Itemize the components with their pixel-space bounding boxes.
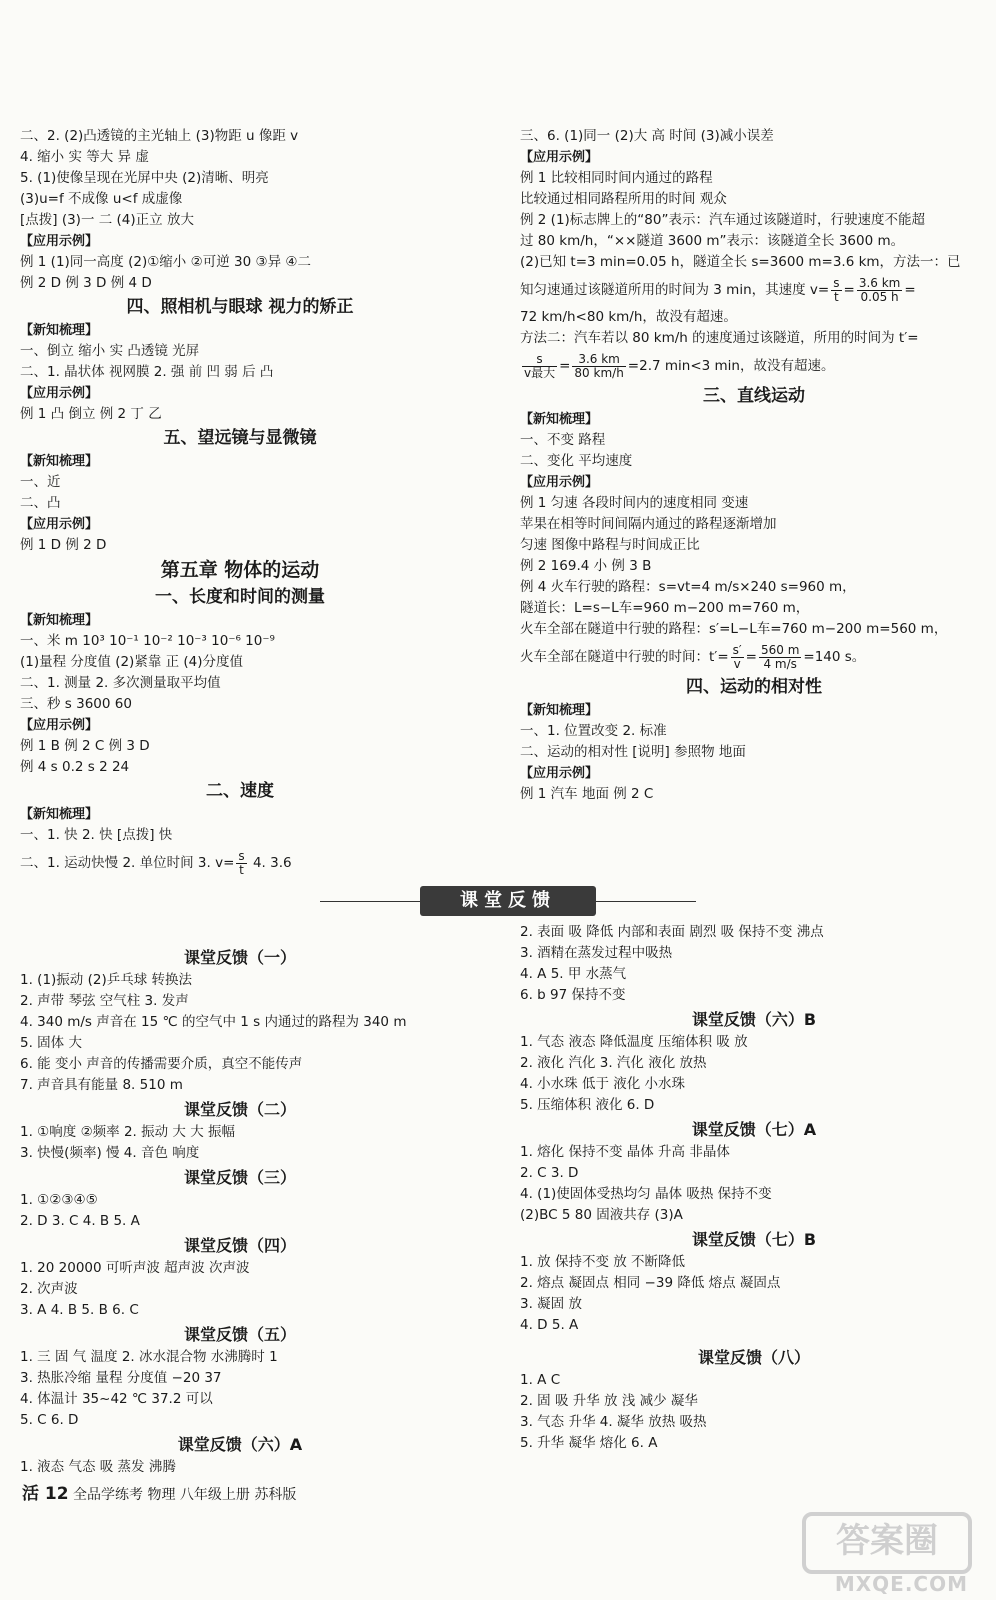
text-line: 4. 340 m/s 声音在 15 ℃ 的空气中 1 s 内通过的路程为 340 m — [20, 1014, 407, 1030]
text-line: 1. 放 保持不变 放 不断降低 — [520, 1254, 686, 1270]
text-line: 1. 熔化 保持不变 晶体 升高 非晶体 — [520, 1144, 730, 1160]
text-line: 二、变化 平均速度 — [520, 453, 633, 469]
feedback-heading: 课堂反馈（七）B — [691, 1230, 817, 1249]
text-line: 3. 快慢(频率) 慢 4. 音色 响度 — [20, 1145, 200, 1161]
formula-line — [520, 640, 988, 674]
text-line: 4. A 5. 甲 水蒸气 — [520, 966, 627, 982]
text-line: 2. C 3. D — [520, 1165, 579, 1181]
text-line: 2. 液化 汽化 3. 汽化 液化 放热 — [520, 1055, 707, 1071]
text-line: 匀速 图像中路程与时间成正比 — [520, 537, 700, 553]
text-line: 1. 20 20000 可听声波 超声波 次声波 — [20, 1260, 250, 1276]
fraction — [759, 644, 801, 671]
denominator: v — [733, 656, 741, 671]
section-heading: 一、长度和时间的测量 — [155, 587, 325, 607]
numerator: s — [522, 353, 557, 367]
watermark-logo: 答案圈 — [802, 1512, 972, 1574]
text-line: 4. 体温计 35~42 ℃ 37.2 可以 — [20, 1391, 213, 1407]
fraction — [572, 353, 625, 380]
text-line: 一、近 — [20, 474, 61, 490]
section-tag: 【应用示例】 — [20, 718, 99, 733]
numerator: 3.6 km — [858, 275, 901, 290]
section-heading: 四、照相机与眼球 视力的矫正 — [126, 297, 354, 317]
text-line: 1. 液态 气态 吸 蒸发 沸腾 — [20, 1459, 176, 1475]
text-line: 1. 气态 液态 降低温度 压缩体积 吸 放 — [520, 1034, 748, 1050]
text-line: 一、1. 位置改变 2. 标准 — [520, 723, 667, 739]
text-line: 三、6. (1)同一 (2)大 高 时间 (3)减小误差 — [520, 128, 774, 144]
text-line: 5. 压缩体积 液化 6. D — [520, 1097, 655, 1113]
text-segment: 知匀速通过该隧道所用的时间为 3 min，其速度 v= — [520, 282, 830, 298]
feedback-heading: 课堂反馈（三） — [183, 1168, 296, 1187]
text-line: 例 1 D 例 2 D — [20, 537, 107, 553]
formula-line — [520, 349, 988, 383]
text-line: [点拨] (3)一 二 (4)正立 放大 — [20, 212, 194, 228]
section-tag: 【新知梳理】 — [20, 807, 99, 822]
text-line: 1. (1)振动 (2)乒乓球 转换法 — [20, 972, 192, 988]
text-line: 一、不变 路程 — [520, 432, 606, 448]
text-line: 例 1 凸 倒立 例 2 丁 乙 — [20, 406, 162, 422]
text-segment: =140 s。 — [803, 649, 866, 665]
text-line: 方法二：汽车若以 80 km/h 的速度通过该隧道，所用的时间为 t′= — [520, 330, 919, 346]
text-line: 7. 声音具有能量 8. 510 m — [20, 1077, 183, 1093]
fraction — [522, 353, 557, 380]
feedback-heading: 课堂反馈（四） — [183, 1236, 296, 1255]
section-tag: 【新知梳理】 — [20, 454, 99, 469]
text-line: 2. 次声波 — [20, 1281, 78, 1297]
text-line: 二、2. (2)凸透镜的主光轴上 (3)物距 u 像距 v — [20, 128, 299, 144]
text-line: 3. 热胀冷缩 量程 分度值 −20 37 — [20, 1370, 222, 1386]
text-line: 4. 缩小 实 等大 异 虚 — [20, 149, 149, 165]
left-column — [20, 126, 460, 880]
section-tag: 【新知梳理】 — [20, 613, 99, 628]
text-line: (2)已知 t=3 min=0.05 h，隧道全长 s=3600 m=3.6 km，方法一：已 — [520, 254, 961, 270]
fraction — [857, 277, 903, 304]
section-tag: 【新知梳理】 — [20, 323, 99, 338]
text-line: 3. 凝固 放 — [520, 1296, 582, 1312]
text-line: 例 4 s 0.2 s 2 24 — [20, 759, 130, 775]
section-tag: 【应用示例】 — [20, 517, 99, 532]
text-line: 1. ①响度 ②频率 2. 振动 大 大 振幅 — [20, 1124, 236, 1140]
text-line: 1. ①②③④⑤ — [20, 1192, 98, 1208]
text-line: 4. (1)使固体受热均匀 晶体 吸热 保持不变 — [520, 1186, 772, 1202]
section-banner — [320, 886, 696, 916]
page-footer — [22, 1484, 296, 1505]
text-line: 2. 表面 吸 降低 内部和表面 剧烈 吸 保持不变 沸点 — [520, 924, 824, 940]
text-line: 72 km/h<80 km/h，故没有超速。 — [520, 309, 737, 325]
page-number: 活 12 — [22, 1484, 69, 1504]
text-line: (1)量程 分度值 (2)紧靠 正 (4)分度值 — [20, 654, 244, 670]
feedback-heading: 课堂反馈（七）A — [691, 1120, 817, 1139]
section-heading: 二、速度 — [206, 781, 274, 801]
text-line: 一、倒立 缩小 实 凸透镜 光屏 — [20, 343, 200, 359]
denominator: v最大 — [524, 365, 556, 380]
text-line: 二、运动的相对性 [说明] 参照物 地面 — [520, 744, 746, 760]
text-line: 一、米 m 10³ 10⁻¹ 10⁻² 10⁻³ 10⁻⁶ 10⁻⁹ — [20, 633, 275, 649]
text-line: 二、1. 测量 2. 多次测量取平均值 — [20, 675, 221, 691]
section-tag: 【应用示例】 — [520, 150, 599, 165]
text-segment: 火车全部在隧道中行驶的时间：t′= — [520, 649, 729, 665]
feedback-heading: 课堂反馈（五） — [183, 1325, 296, 1344]
numerator: 3.6 km — [572, 353, 625, 367]
formula-line — [520, 273, 988, 307]
denominator: t — [239, 862, 244, 877]
watermark-url: MXQE.COM — [834, 1572, 968, 1596]
text-line: 1. A C — [520, 1372, 561, 1388]
section-heading: 三、直线运动 — [703, 386, 805, 406]
text-line: 2. D 3. C 4. B 5. A — [20, 1213, 140, 1229]
denominator: 80 km/h — [574, 365, 624, 380]
fraction — [831, 277, 841, 304]
text-line: 2. 固 吸 升华 放 浅 减少 凝华 — [520, 1393, 698, 1409]
text-line: 2. 声带 琴弦 空气柱 3. 发声 — [20, 993, 189, 1009]
text-line: 隧道长：L=s−L车=960 m−200 m=760 m， — [520, 600, 810, 616]
feedback-heading: 课堂反馈（八） — [697, 1348, 810, 1367]
feedback-right-column — [520, 924, 988, 1454]
text-line: 苹果在相等时间间隔内通过的路程逐渐增加 — [520, 516, 777, 532]
feedback-heading: 课堂反馈（二） — [183, 1100, 296, 1119]
feedback-left-column — [20, 944, 460, 1478]
text-line: 例 1 汽车 地面 例 2 C — [520, 786, 654, 802]
text-line: 例 1 B 例 2 C 例 3 D — [20, 738, 150, 754]
fraction — [731, 644, 744, 671]
section-tag: 【新知梳理】 — [520, 703, 599, 718]
fraction — [236, 850, 246, 877]
text-line: 6. b 97 保持不变 — [520, 987, 626, 1003]
text-line: 4. 小水珠 低于 液化 小水珠 — [520, 1076, 686, 1092]
text-segment: 二、1. 运动快慢 2. 单位时间 3. v= — [20, 855, 235, 871]
denominator: 4 m/s — [763, 656, 797, 671]
text-line: 例 4 火车行驶的路程：s=vt=4 m/s×240 s=960 m， — [520, 579, 856, 595]
text-segment: = — [843, 282, 855, 298]
text-line: 例 1 匀速 各段时间内的速度相同 变速 — [520, 495, 749, 511]
text-line: 三、秒 s 3600 60 — [20, 696, 132, 712]
text-segment: =2.7 min<3 min，故没有超速。 — [627, 358, 835, 374]
text-line: 二、1. 晶状体 视网膜 2. 强 前 凹 弱 后 凸 — [20, 364, 274, 380]
text-line: 4. D 5. A — [520, 1317, 579, 1333]
section-heading: 四、运动的相对性 — [686, 677, 822, 697]
feedback-heading: 课堂反馈（六）B — [691, 1010, 817, 1029]
denominator: 0.05 h — [860, 289, 899, 304]
numerator: 560 m — [760, 642, 800, 657]
text-segment: = — [904, 282, 916, 298]
text-line: 例 2 D 例 3 D 例 4 D — [20, 275, 152, 291]
text-line: 3. 气态 升华 4. 凝华 放热 吸热 — [520, 1414, 707, 1430]
text-line: 过 80 km/h，“××隧道 3600 m”表示：该隧道全长 3600 m。 — [520, 233, 905, 249]
numerator: s′ — [732, 642, 742, 657]
footer-text: 全品学练考 物理 八年级上册 苏科版 — [68, 1487, 297, 1503]
text-line: 一、1. 快 2. 快 [点拨] 快 — [20, 827, 173, 843]
text-line: 例 2 169.4 小 例 3 B — [520, 558, 652, 574]
text-segment: = — [559, 358, 571, 374]
text-line: 1. 三 固 气 温度 2. 冰水混合物 水沸腾时 1 — [20, 1349, 278, 1365]
text-line: 例 1 (1)同一高度 (2)①缩小 ②可逆 30 ③异 ④二 — [20, 254, 311, 270]
text-line: 5. 升华 凝华 熔化 6. A — [520, 1435, 658, 1451]
text-segment: 4. 3.6 — [248, 855, 292, 871]
text-line: 二、凸 — [20, 495, 61, 511]
chapter-heading: 第五章 物体的运动 — [160, 559, 320, 581]
section-tag: 【应用示例】 — [20, 386, 99, 401]
text-line: 5. 固体 大 — [20, 1035, 82, 1051]
formula-line — [20, 846, 460, 880]
text-line: 2. 熔点 凝固点 相同 −39 降低 熔点 凝固点 — [520, 1275, 781, 1291]
text-line: 火车全部在隧道中行驶的路程：s′=L−L车=760 m−200 m=560 m， — [520, 621, 948, 637]
numerator: s — [238, 848, 245, 863]
text-segment: = — [745, 649, 757, 665]
feedback-heading: 课堂反馈（六）A — [177, 1435, 303, 1454]
section-tag: 【应用示例】 — [520, 766, 599, 781]
text-line: 例 1 比较相同时间内通过的路程 — [520, 170, 713, 186]
section-tag: 【应用示例】 — [20, 234, 99, 249]
section-heading: 五、望远镜与显微镜 — [163, 428, 317, 448]
text-line: (2)BC 5 80 固液共存 (3)A — [520, 1207, 683, 1223]
right-column — [520, 126, 988, 805]
text-line: (3)u=f 不成像 u<f 成虚像 — [20, 191, 183, 207]
text-line: 3. 酒精在蒸发过程中吸热 — [520, 945, 673, 961]
text-line: 比较通过相同路程所用的时间 观众 — [520, 191, 727, 207]
section-tag: 【新知梳理】 — [520, 412, 599, 427]
text-line: 5. C 6. D — [20, 1412, 79, 1428]
text-line: 5. (1)使像呈现在光屏中央 (2)清晰、明亮 — [20, 170, 269, 186]
section-tag: 【应用示例】 — [520, 475, 599, 490]
text-line: 6. 能 变小 声音的传播需要介质，真空不能传声 — [20, 1056, 303, 1072]
text-line: 3. A 4. B 5. B 6. C — [20, 1302, 139, 1318]
numerator: s — [833, 275, 840, 290]
denominator: t — [834, 289, 839, 304]
text-line: 例 2 (1)标志牌上的“80”表示：汽车通过该隧道时，行驶速度不能超 — [520, 212, 925, 228]
feedback-heading: 课堂反馈（一） — [183, 948, 296, 967]
banner-title: 课堂反馈 — [420, 886, 596, 916]
